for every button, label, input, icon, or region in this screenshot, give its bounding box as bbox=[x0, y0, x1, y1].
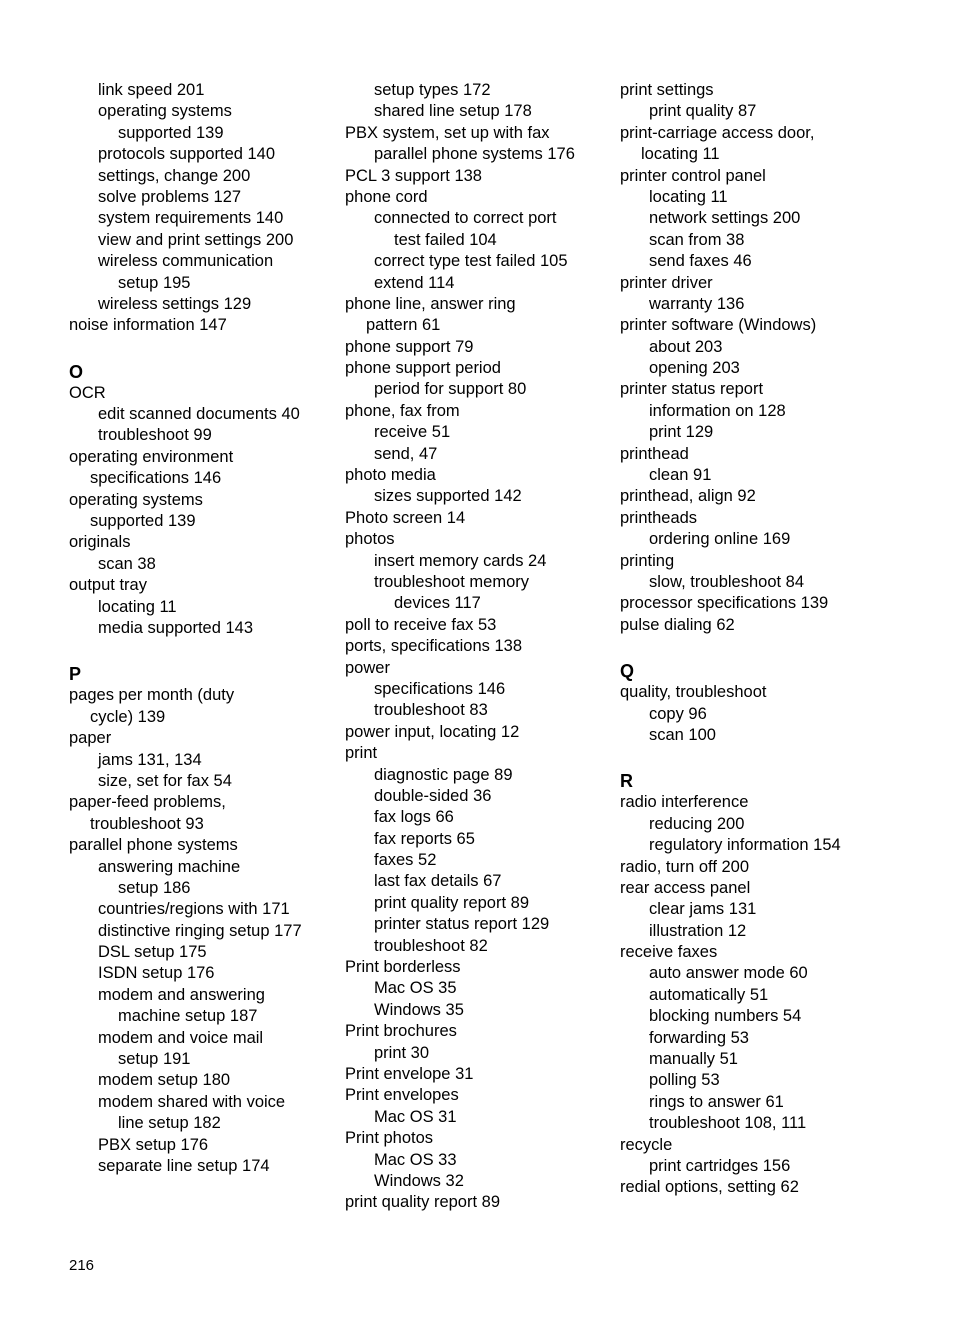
index-entry: Print borderless bbox=[345, 958, 461, 977]
index-subentry: receive 51 bbox=[374, 423, 451, 442]
index-subentry: PBX setup 176 bbox=[98, 1135, 209, 1154]
index-subentry: setup types 172 bbox=[374, 81, 491, 99]
index-subentry: print quality 87 bbox=[649, 102, 757, 121]
index-subentry: solve problems 127 bbox=[98, 187, 242, 206]
index-subentry: ISDN setup 176 bbox=[98, 964, 215, 983]
index-entry: ports, specifications 138 bbox=[345, 637, 523, 656]
index-subentry: information on 128 bbox=[649, 401, 786, 420]
index-entry: phone cord bbox=[345, 187, 428, 206]
index-subentry: link speed 201 bbox=[98, 81, 205, 99]
index-subentry: connected to correct port bbox=[374, 209, 557, 228]
index-subentry: shared line setup 178 bbox=[374, 102, 532, 121]
index-subentry: send faxes 46 bbox=[649, 252, 752, 271]
index-subentry: sizes supported 142 bbox=[374, 487, 522, 506]
index-subentry: clean 91 bbox=[649, 466, 712, 485]
index-subentry: extend 114 bbox=[374, 273, 455, 292]
index-subentry: polling 53 bbox=[649, 1071, 720, 1090]
index-entry: printheads bbox=[620, 508, 698, 527]
index-entry: paper-feed problems, bbox=[69, 793, 226, 812]
index-entry: radio, turn off 200 bbox=[620, 857, 750, 876]
index-subentry: Mac OS 35 bbox=[374, 979, 457, 998]
index-subentry: print cartridges 156 bbox=[649, 1156, 791, 1175]
index-subentry: opening 203 bbox=[649, 359, 740, 378]
index-entry: poll to receive fax 53 bbox=[345, 615, 497, 634]
index-subentry: media supported 143 bbox=[98, 618, 254, 637]
index-subentry: rings to answer 61 bbox=[649, 1092, 784, 1111]
index-subentry: troubleshoot 83 bbox=[374, 701, 488, 720]
index-entry: radio interference bbox=[620, 793, 749, 812]
index-entry: PCL 3 support 138 bbox=[345, 166, 482, 185]
index-entry: parallel phone systems bbox=[69, 836, 238, 855]
index-column-3 bbox=[620, 80, 920, 1199]
section-spacer bbox=[620, 636, 920, 660]
index-entry: operating environment bbox=[69, 447, 234, 466]
index-subentry: slow, troubleshoot 84 bbox=[649, 572, 805, 591]
index-subentry: auto answer mode 60 bbox=[649, 964, 808, 983]
index-subentry: size, set for fax 54 bbox=[98, 771, 232, 790]
index-subentry: ordering online 169 bbox=[649, 530, 791, 549]
index-subentry: clear jams 131 bbox=[649, 900, 757, 919]
section-spacer bbox=[69, 337, 334, 361]
index-entry: phone support period bbox=[345, 359, 501, 378]
index-subentry: reducing 200 bbox=[649, 814, 745, 833]
index-entry: noise information 147 bbox=[69, 316, 227, 335]
index-entry: Print envelope 31 bbox=[345, 1064, 474, 1083]
index-subentry: modem and voice mail bbox=[98, 1028, 264, 1047]
index-subentry: copy 96 bbox=[649, 704, 707, 723]
index-subentry: Mac OS 33 bbox=[374, 1150, 457, 1169]
index-subentry: DSL setup 175 bbox=[98, 943, 207, 962]
index-entry: processor specifications 139 bbox=[620, 594, 829, 613]
index-entry: print quality report 89 bbox=[345, 1193, 501, 1212]
index-subentry: setup 186 bbox=[118, 878, 191, 897]
index-subentry: double-sided 36 bbox=[374, 786, 492, 805]
index-entry: printhead bbox=[620, 444, 689, 463]
index-entry: phone, fax from bbox=[345, 401, 460, 420]
index-entry: printhead, align 92 bbox=[620, 487, 756, 506]
index-subentry: protocols supported 140 bbox=[98, 145, 276, 164]
index-entry: rear access panel bbox=[620, 878, 751, 897]
index-subentry: last fax details 67 bbox=[374, 872, 502, 891]
index-subentry: faxes 52 bbox=[374, 851, 437, 870]
index-entry: printing bbox=[620, 551, 675, 570]
index-subentry: fax reports 65 bbox=[374, 829, 475, 848]
index-subentry: supported 139 bbox=[90, 512, 196, 531]
index-entry: pages per month (duty bbox=[69, 686, 235, 705]
index-entry: pulse dialing 62 bbox=[620, 615, 735, 634]
index-subentry: regulatory information 154 bbox=[649, 836, 841, 855]
index-entry: power bbox=[345, 658, 390, 677]
index-subentry: countries/regions with 171 bbox=[98, 900, 290, 919]
index-subentry: test failed 104 bbox=[394, 230, 497, 249]
index-subentry: automatically 51 bbox=[649, 985, 769, 1004]
index-subentry: modem setup 180 bbox=[98, 1071, 231, 1090]
index-entry: power input, locating 12 bbox=[345, 722, 520, 741]
index-subentry: network settings 200 bbox=[649, 209, 801, 228]
index-column-2 bbox=[345, 80, 610, 1214]
index-subentry: period for support 80 bbox=[374, 380, 527, 399]
index-subentry: operating systems bbox=[98, 102, 232, 121]
index-subentry: answering machine bbox=[98, 857, 241, 876]
index-subentry: machine setup 187 bbox=[118, 1007, 258, 1026]
index-subentry: line setup 182 bbox=[118, 1114, 221, 1133]
index-subentry: fax logs 66 bbox=[374, 808, 454, 827]
index-entry: printer control panel bbox=[620, 166, 766, 185]
index-subentry: Windows 32 bbox=[374, 1171, 464, 1190]
index-subentry: correct type test failed 105 bbox=[374, 252, 568, 271]
index-column-1 bbox=[69, 80, 334, 1177]
index-subentry: jams 131, 134 bbox=[98, 750, 202, 769]
index-entry: Print envelopes bbox=[345, 1086, 459, 1105]
index-subentry: locating 11 bbox=[98, 597, 177, 616]
index-subentry: modem and answering bbox=[98, 985, 265, 1004]
index-subentry: print quality report 89 bbox=[374, 893, 530, 912]
index-subentry: specifications 146 bbox=[90, 469, 222, 488]
index-entry: phone support 79 bbox=[345, 337, 474, 356]
section-spacer bbox=[69, 639, 334, 663]
index-subentry: scan 38 bbox=[98, 554, 156, 573]
index-entry: photo media bbox=[345, 466, 436, 485]
index-entry: quality, troubleshoot bbox=[620, 683, 767, 702]
index-subentry: scan from 38 bbox=[649, 230, 745, 249]
index-subentry: specifications 146 bbox=[374, 679, 506, 698]
index-subentry: print 129 bbox=[649, 423, 714, 442]
index-subentry: edit scanned documents 40 bbox=[98, 405, 300, 424]
index-subentry: wireless communication bbox=[98, 252, 274, 271]
index-subentry: forwarding 53 bbox=[649, 1028, 749, 1047]
index-subentry: locating 11 bbox=[641, 145, 720, 164]
index-subentry: wireless settings 129 bbox=[98, 294, 252, 313]
index-subentry: scan 100 bbox=[649, 725, 716, 744]
section-letter-heading: P bbox=[69, 664, 82, 685]
index-entry: print settings bbox=[620, 81, 714, 99]
index-entry: output tray bbox=[69, 576, 147, 595]
index-entry: Print brochures bbox=[345, 1022, 457, 1041]
index-entry: receive faxes bbox=[620, 943, 718, 962]
index-entry: phone line, answer ring bbox=[345, 294, 516, 313]
index-entry: recycle bbox=[620, 1135, 673, 1154]
index-subentry: Mac OS 31 bbox=[374, 1107, 457, 1126]
index-subentry: setup 195 bbox=[118, 273, 191, 292]
index-subentry: printer status report 129 bbox=[374, 915, 550, 934]
index-subentry: Windows 35 bbox=[374, 1000, 464, 1019]
index-subentry: troubleshoot 93 bbox=[90, 814, 204, 833]
index-entry: originals bbox=[69, 533, 131, 552]
index-subentry: devices 117 bbox=[394, 594, 481, 613]
index-subentry: modem shared with voice bbox=[98, 1092, 286, 1111]
section-letter-heading: R bbox=[620, 771, 633, 792]
index-subentry: troubleshoot 99 bbox=[98, 426, 212, 445]
index-subentry: blocking numbers 54 bbox=[649, 1007, 802, 1026]
index-entry: paper bbox=[69, 729, 112, 748]
index-entry: print-carriage access door, bbox=[620, 123, 815, 142]
index-entry: printer software (Windows) bbox=[620, 316, 817, 335]
section-letter-heading: Q bbox=[620, 661, 635, 682]
section-spacer bbox=[620, 746, 920, 770]
index-entry: printer status report bbox=[620, 380, 764, 399]
index-subentry: troubleshoot memory bbox=[374, 572, 529, 591]
index-subentry: diagnostic page 89 bbox=[374, 765, 513, 784]
index-subentry: pattern 61 bbox=[366, 316, 441, 335]
index-entry: Photo screen 14 bbox=[345, 508, 466, 527]
index-entry: photos bbox=[345, 530, 395, 549]
index-subentry: system requirements 140 bbox=[98, 209, 284, 228]
index-subentry: insert memory cards 24 bbox=[374, 551, 547, 570]
index-entry: operating systems bbox=[69, 490, 203, 509]
index-subentry: print 30 bbox=[374, 1043, 430, 1062]
page-number: 216 bbox=[69, 1257, 95, 1274]
index-subentry: parallel phone systems 176 bbox=[374, 145, 575, 164]
index-subentry: setup 191 bbox=[118, 1050, 191, 1069]
index-subentry: troubleshoot 108, 111 bbox=[649, 1114, 807, 1133]
index-subentry: separate line setup 174 bbox=[98, 1156, 270, 1175]
index-subentry: supported 139 bbox=[118, 123, 224, 142]
index-subentry: view and print settings 200 bbox=[98, 230, 294, 249]
index-subentry: locating 11 bbox=[649, 187, 728, 206]
index-subentry: about 203 bbox=[649, 337, 723, 356]
section-letter-heading: O bbox=[69, 361, 84, 382]
index-entry: Print photos bbox=[345, 1129, 434, 1148]
index-entry: redial options, setting 62 bbox=[620, 1178, 799, 1197]
index-entry: PBX system, set up with fax bbox=[345, 123, 550, 142]
index-subentry: distinctive ringing setup 177 bbox=[98, 921, 302, 940]
index-subentry: troubleshoot 82 bbox=[374, 936, 488, 955]
index-entry: printer driver bbox=[620, 273, 713, 292]
index-subentry: cycle) 139 bbox=[90, 707, 166, 726]
index-subentry: send, 47 bbox=[374, 444, 438, 463]
index-subentry: illustration 12 bbox=[649, 921, 747, 940]
index-entry: OCR bbox=[69, 383, 106, 402]
index-subentry: warranty 136 bbox=[649, 294, 745, 313]
index-subentry: manually 51 bbox=[649, 1050, 738, 1069]
index-entry: print bbox=[345, 744, 378, 763]
index-subentry: settings, change 200 bbox=[98, 166, 251, 185]
